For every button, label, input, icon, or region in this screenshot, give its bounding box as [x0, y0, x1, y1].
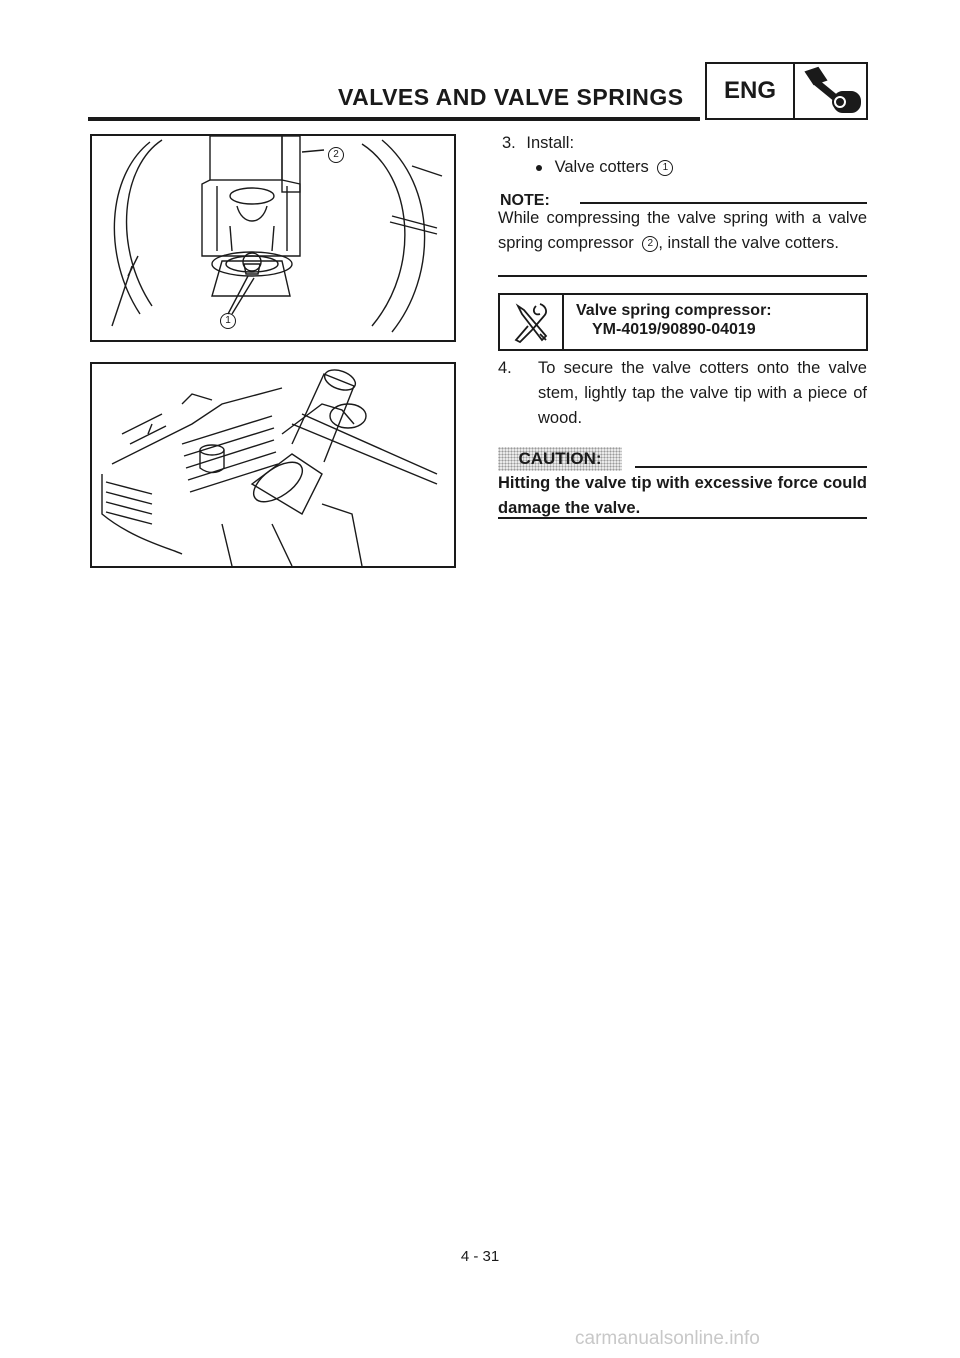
note-end-rule: [498, 275, 867, 277]
step-3-item: [536, 155, 673, 180]
callout-2: 2: [324, 146, 344, 164]
caution-label: CAUTION:: [498, 447, 622, 471]
figure-valve-cotter-install: [90, 134, 456, 342]
note-body: While compressing the valve spring with a valve spring compressor 2 , install the valve cotters.: [498, 209, 867, 252]
step-3-label: Install:: [526, 134, 575, 152]
figure-tap-valve-tip: [90, 362, 456, 568]
header-rule: [88, 117, 700, 121]
page-title: VALVES AND VALVE SPRINGS: [338, 84, 684, 110]
callout-1: 1: [216, 312, 236, 330]
caution-rule: [635, 466, 867, 468]
step-3-number: 3.: [502, 134, 516, 152]
engine-bolt-icon: [795, 64, 866, 118]
special-tool-icon: [500, 295, 564, 349]
note-rule: [580, 202, 867, 204]
note-label: NOTE:: [500, 192, 550, 209]
step-4: [498, 356, 867, 431]
step-4-number: 4.: [498, 359, 512, 377]
page-number: 4 - 31: [460, 1248, 500, 1265]
section-badge: [705, 62, 868, 120]
step-4-text: To secure the valve cotters onto the valve stem, lightly tap the valve tip with a piece of wood.: [538, 359, 867, 427]
caution-end-rule: [498, 517, 867, 519]
illustration-cylinder-head: [92, 364, 454, 566]
special-tool-box: [498, 293, 868, 351]
tool-info: [564, 295, 772, 349]
illustration-compressor: [92, 136, 454, 340]
caution-text: Hitting the valve tip with excessive force could damage the valve.: [498, 474, 867, 517]
watermark: carmanualsonline.info: [575, 1328, 760, 1349]
ref-callout-1: 1: [657, 160, 673, 176]
tool-part-number: YM-4019/90890-04019: [592, 321, 756, 338]
step-3: [502, 131, 574, 156]
bullet-icon: [536, 165, 542, 171]
ref-callout-2: 2: [642, 236, 658, 252]
section-badge-label: ENG: [707, 64, 795, 118]
item-valve-cotters: Valve cotters: [554, 158, 649, 176]
tool-name: Valve spring compressor:: [576, 302, 772, 319]
